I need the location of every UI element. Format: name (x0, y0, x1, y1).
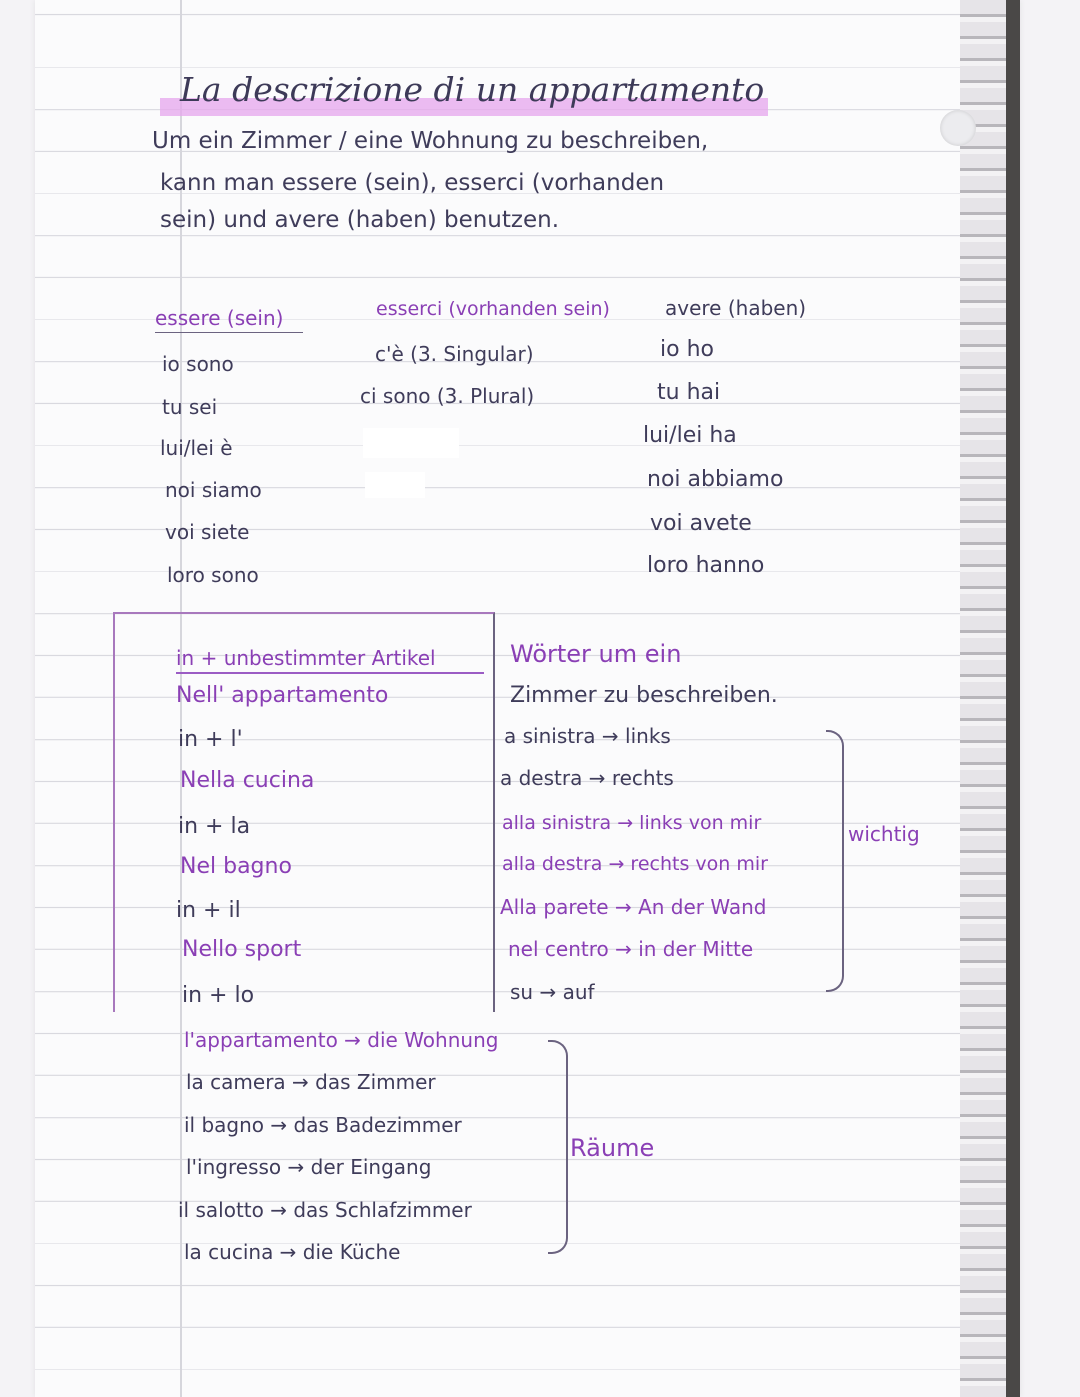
essere-underline (155, 332, 303, 333)
word-item-6: nel centro → in der Mitte (508, 937, 754, 961)
word-item-4: alla destra → rechts von mir (502, 853, 768, 875)
avere-form-1: io ho (660, 337, 714, 362)
essere-header: essere (sein) (155, 306, 284, 330)
raeume-label: Räume (570, 1134, 655, 1162)
word-item-7: su → auf (510, 980, 595, 1004)
words-header-line-2: Zimmer zu beschreiben. (510, 683, 778, 708)
preposition-example-2: Nella cucina (180, 768, 315, 793)
preposition-rule-1: in + l' (178, 727, 243, 752)
prepositions-header-underline (176, 672, 484, 674)
correction-patch (365, 472, 425, 498)
preposition-rule-2: in + la (178, 814, 251, 839)
essere-form-1: io sono (162, 352, 234, 376)
wichtig-label: wichtig (848, 822, 920, 846)
spiral-binding (960, 0, 1020, 1397)
intro-line-1: Um ein Zimmer / eine Wohnung zu beschreiben, (152, 128, 709, 154)
word-item-5: Alla parete → An der Wand (500, 895, 767, 919)
punch-hole (940, 110, 976, 146)
avere-form-4: noi abbiamo (647, 467, 784, 492)
room-item-1: l'appartamento → die Wohnung (184, 1028, 499, 1052)
esserci-form-1: c'è (3. Singular) (375, 342, 534, 366)
essere-form-3: lui/lei è (160, 436, 233, 460)
room-item-2: la camera → das Zimmer (186, 1070, 436, 1094)
essere-form-4: noi siamo (165, 478, 262, 502)
room-item-5: il salotto → das Schlafzimmer (178, 1198, 472, 1222)
room-item-6: la cucina → die Küche (184, 1240, 401, 1264)
essere-form-5: voi siete (165, 520, 250, 544)
avere-header: avere (haben) (665, 296, 807, 320)
preposition-example-1: Nell' appartamento (176, 683, 389, 708)
room-item-3: il bagno → das Badezimmer (184, 1113, 462, 1137)
avere-form-3: lui/lei ha (643, 423, 737, 448)
correction-patch (363, 428, 459, 458)
preposition-example-3: Nel bagno (180, 854, 292, 879)
avere-form-5: voi avete (650, 511, 752, 536)
room-item-4: l'ingresso → der Eingang (186, 1155, 432, 1179)
preposition-example-4: Nello sport (182, 937, 302, 962)
raeume-brace (548, 1040, 568, 1254)
words-header-line-1: Wörter um ein (510, 640, 682, 668)
prepositions-header: in + unbestimmter Artikel (176, 646, 436, 670)
word-item-3: alla sinistra → links von mir (502, 812, 762, 834)
avere-form-2: tu hai (657, 380, 721, 405)
essere-form-2: tu sei (162, 395, 218, 419)
intro-line-2: kann man essere (sein), esserci (vorhanden (160, 170, 665, 196)
word-item-1: a sinistra → links (504, 724, 671, 748)
wichtig-brace (826, 730, 844, 992)
page-title: La descrizione di un appartamento (180, 70, 765, 109)
avere-form-6: loro hanno (647, 553, 765, 578)
esserci-header: esserci (vorhanden sein) (376, 298, 610, 320)
intro-line-3: sein) und avere (haben) benutzen. (160, 207, 560, 233)
essere-form-6: loro sono (167, 563, 259, 587)
word-item-2: a destra → rechts (500, 766, 674, 790)
preposition-rule-3: in + il (176, 898, 241, 923)
preposition-rule-4: in + lo (182, 983, 255, 1008)
esserci-form-2: ci sono (3. Plural) (360, 384, 535, 408)
